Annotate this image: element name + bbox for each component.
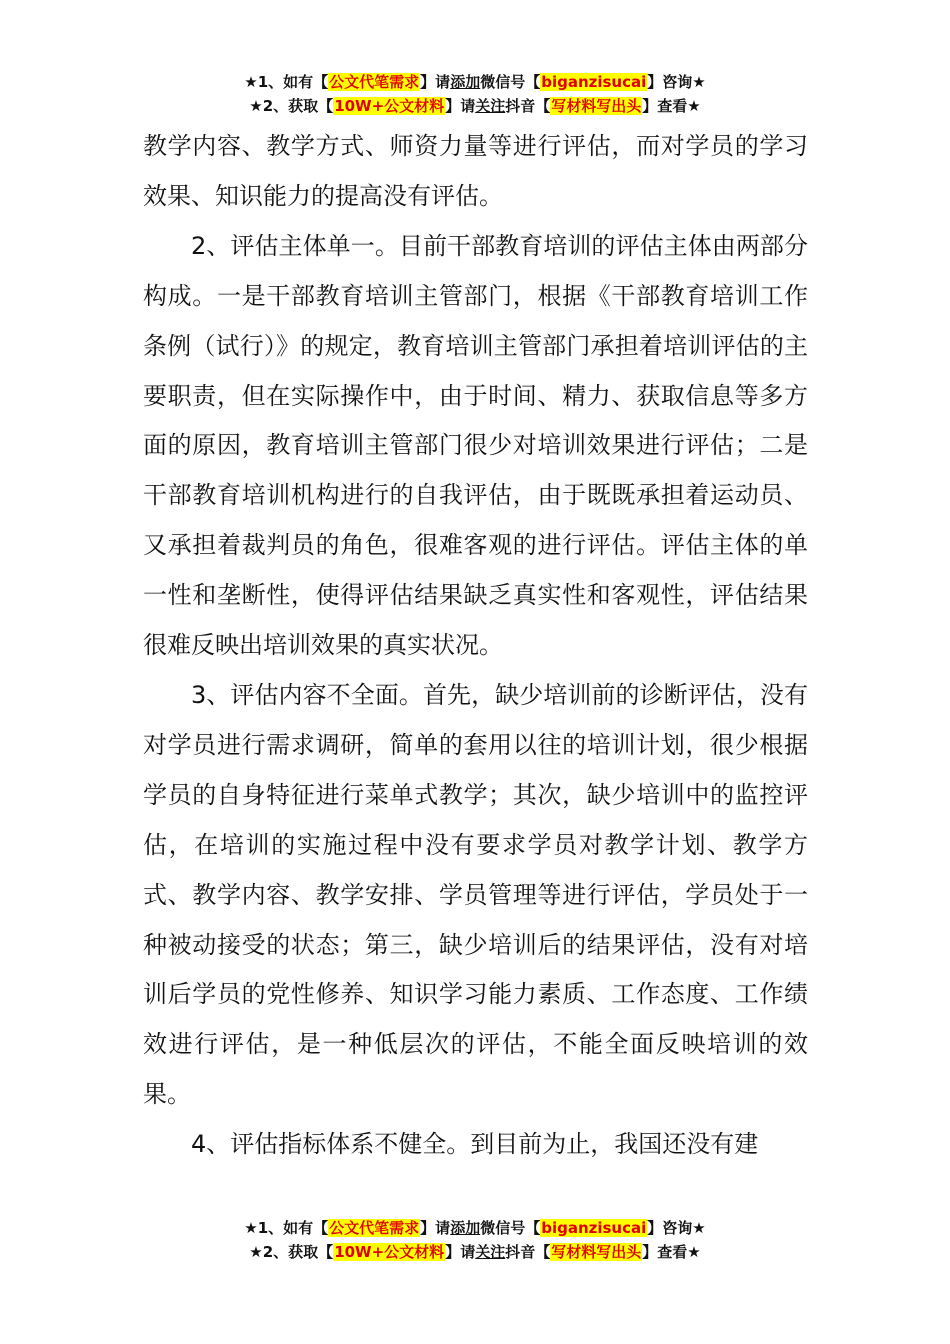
footer-banner-line-2 bbox=[0, 1240, 950, 1264]
banner-highlight: 10W+公文材料 bbox=[334, 1243, 445, 1261]
banner-highlight: 公文代笔需求 bbox=[329, 1219, 420, 1237]
banner-text: 】查看★ bbox=[642, 1243, 701, 1261]
banner-underlined-text: 关注 bbox=[475, 97, 506, 115]
paragraph-continuation: 教学内容、教学方式、师资力量等进行评估，而对学员的学习效果、知识能力的提高没有评估。 bbox=[143, 132, 808, 210]
banner-text: ★2、获取【 bbox=[249, 97, 334, 115]
banner-text: 】请 bbox=[445, 1243, 476, 1261]
document-body bbox=[143, 122, 808, 1170]
banner-underlined-text: 添加 bbox=[450, 1219, 481, 1237]
paragraph-evaluation-content: 3、评估内容不全面。首先，缺少培训前的诊断评估，没有对学员进行需求调研，简单的套用以往的培训计划，很少根据学员的自身特征进行菜单式教学；其次，缺少培训中的监控评估，在培训的实施过程中没有要求学员对教学计划、教学方式、教学内容、教学安排、学员管理等进行评估，学员处于一种被动接受的状态；第三，缺少培训后的结果评估，没有对培训后学员的党性修养、知识学习能力素质、工作态度、工作绩效进行评估，是一种低层次的评估，不能全面反映培训的效果。 bbox=[143, 680, 808, 1109]
footer-banner bbox=[0, 1216, 950, 1264]
banner-text: 】请 bbox=[420, 1219, 451, 1237]
banner-highlight: 10W+公文材料 bbox=[334, 97, 445, 115]
header-banner-line-1 bbox=[0, 70, 950, 94]
banner-text: 】请 bbox=[445, 97, 476, 115]
banner-text: 抖音【 bbox=[505, 1243, 551, 1261]
banner-text: 微信号【 bbox=[480, 73, 541, 91]
banner-highlight: 写材料写出头 bbox=[551, 97, 642, 115]
banner-text: 】咨询★ bbox=[647, 1219, 706, 1237]
banner-text: 抖音【 bbox=[505, 97, 551, 115]
banner-highlight: 公文代笔需求 bbox=[329, 73, 420, 91]
banner-highlight: biganzisucai bbox=[541, 73, 647, 91]
footer-banner-line-1 bbox=[0, 1216, 950, 1240]
banner-text: ★1、如有【 bbox=[244, 1219, 329, 1237]
banner-text: ★2、获取【 bbox=[249, 1243, 334, 1261]
banner-text: 】咨询★ bbox=[647, 73, 706, 91]
header-banner-line-2 bbox=[0, 94, 950, 118]
paragraph-evaluation-subject: 2、评估主体单一。目前干部教育培训的评估主体由两部分构成。一是干部教育培训主管部门，根据《干部教育培训工作条例（试行）》的规定，教育培训主管部门承担着培训评估的主要职责，但在实际操作中，由于时间、精力、获取信息等多方面的原因，教育培训主管部门很少对培训效果进行评估；二是干部教育培训机构进行的自我评估，由于既既承担着运动员、又承担着裁判员的角色，很难客观的进行评估。评估主体的单一性和垄断性，使得评估结果缺乏真实性和客观性，评估结果很难反映出培训效果的真实状况。 bbox=[143, 231, 808, 660]
banner-text: ★1、如有【 bbox=[244, 73, 329, 91]
paragraph-evaluation-indicators: 4、评估指标体系不健全。到目前为止，我国还没有建 bbox=[191, 1130, 759, 1159]
banner-highlight: 写材料写出头 bbox=[551, 1243, 642, 1261]
banner-text: 】查看★ bbox=[642, 97, 701, 115]
banner-text: 】请 bbox=[420, 73, 451, 91]
banner-highlight: biganzisucai bbox=[541, 1219, 647, 1237]
banner-underlined-text: 关注 bbox=[475, 1243, 506, 1261]
header-banner bbox=[0, 70, 950, 118]
banner-underlined-text: 添加 bbox=[450, 73, 481, 91]
banner-text: 微信号【 bbox=[480, 1219, 541, 1237]
